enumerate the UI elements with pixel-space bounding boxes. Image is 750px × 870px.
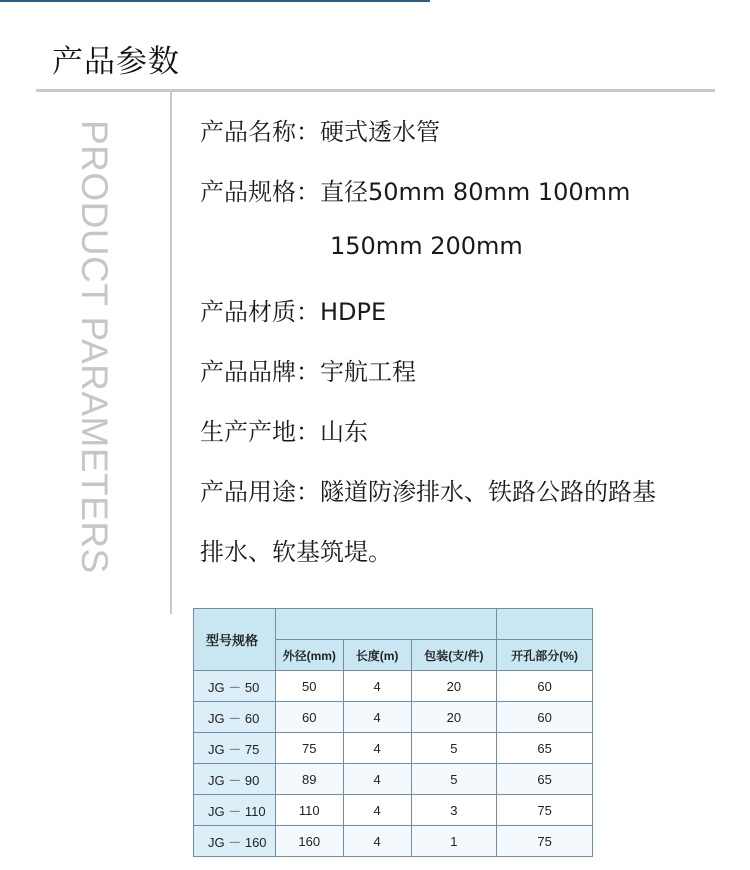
cell-package: 20: [411, 671, 497, 702]
spec-material-label: 产品材质：: [200, 298, 320, 326]
cell-diameter: 160: [275, 826, 343, 857]
table-row: [194, 702, 593, 733]
cell-model: JG － 160: [194, 826, 276, 857]
spec-name-label: 产品名称：: [200, 118, 320, 146]
cell-perforation: 60: [497, 702, 593, 733]
spec-size-value: 直径50mm 80mm 100mm: [320, 178, 631, 206]
spec-usage-value: 隧道防渗排水、铁路公路的路基: [320, 478, 656, 506]
vertical-divider: [170, 92, 172, 614]
spec-size: [200, 172, 630, 207]
cell-perforation: 60: [497, 671, 593, 702]
spec-size-label: 产品规格：: [200, 178, 320, 206]
spec-name: [200, 112, 440, 147]
cell-package: 5: [411, 733, 497, 764]
spec-brand: [200, 352, 416, 387]
spec-material-value: HDPE: [320, 298, 387, 326]
cell-length: 4: [343, 764, 411, 795]
column-header-diameter: 外径(mm): [275, 640, 343, 671]
cell-perforation: 65: [497, 733, 593, 764]
cell-package: 1: [411, 826, 497, 857]
cell-diameter: 60: [275, 702, 343, 733]
column-header-perforation: 开孔部分(%): [497, 640, 593, 671]
cell-package: 5: [411, 764, 497, 795]
spec-brand-value: 宇航工程: [320, 358, 416, 386]
spec-size-continued: 150mm 200mm: [330, 232, 523, 260]
spec-usage: [200, 472, 656, 507]
spec-origin-value: 山东: [320, 418, 368, 446]
section-heading: 产品参数: [52, 44, 180, 80]
spec-usage-continued: 排水、软基筑堤。: [200, 538, 392, 566]
cell-model: JG － 110: [194, 795, 276, 826]
table-row: [194, 671, 593, 702]
spec-usage-label: 产品用途：: [200, 478, 320, 506]
table-row: [194, 795, 593, 826]
model-column-header: 型号规格: [194, 609, 276, 671]
cell-length: 4: [343, 826, 411, 857]
cell-length: 4: [343, 733, 411, 764]
cell-model: JG － 90: [194, 764, 276, 795]
spec-material: [200, 292, 386, 327]
parameter-table-wrapper: [193, 608, 593, 870]
cell-length: 4: [343, 795, 411, 826]
cell-diameter: 75: [275, 733, 343, 764]
cell-length: 4: [343, 671, 411, 702]
column-header-length: 长度(m): [343, 640, 411, 671]
cell-diameter: 89: [275, 764, 343, 795]
cell-package: 20: [411, 702, 497, 733]
cell-perforation: 75: [497, 826, 593, 857]
spec-origin: [200, 412, 368, 447]
cell-package: 3: [411, 795, 497, 826]
table-row: [194, 826, 593, 857]
spec-origin-label: 生产产地：: [200, 418, 320, 446]
header-blank-group: [275, 609, 496, 640]
cell-length: 4: [343, 702, 411, 733]
table-row: [194, 764, 593, 795]
cell-model: JG － 50: [194, 671, 276, 702]
cell-model: JG － 60: [194, 702, 276, 733]
cell-perforation: 65: [497, 764, 593, 795]
parameter-table: [193, 608, 593, 857]
table-row: [194, 733, 593, 764]
column-header-package: 包装(支/件): [411, 640, 497, 671]
spec-brand-label: 产品品牌：: [200, 358, 320, 386]
cell-diameter: 110: [275, 795, 343, 826]
top-accent-line: [0, 0, 430, 2]
side-vertical-label: PRODUCT PARAMETERS: [74, 120, 115, 574]
spec-name-value: 硬式透水管: [320, 118, 440, 146]
cell-diameter: 50: [275, 671, 343, 702]
header-blank-last: [497, 609, 593, 640]
heading-divider: [36, 89, 715, 92]
cell-model: JG － 75: [194, 733, 276, 764]
cell-perforation: 75: [497, 795, 593, 826]
